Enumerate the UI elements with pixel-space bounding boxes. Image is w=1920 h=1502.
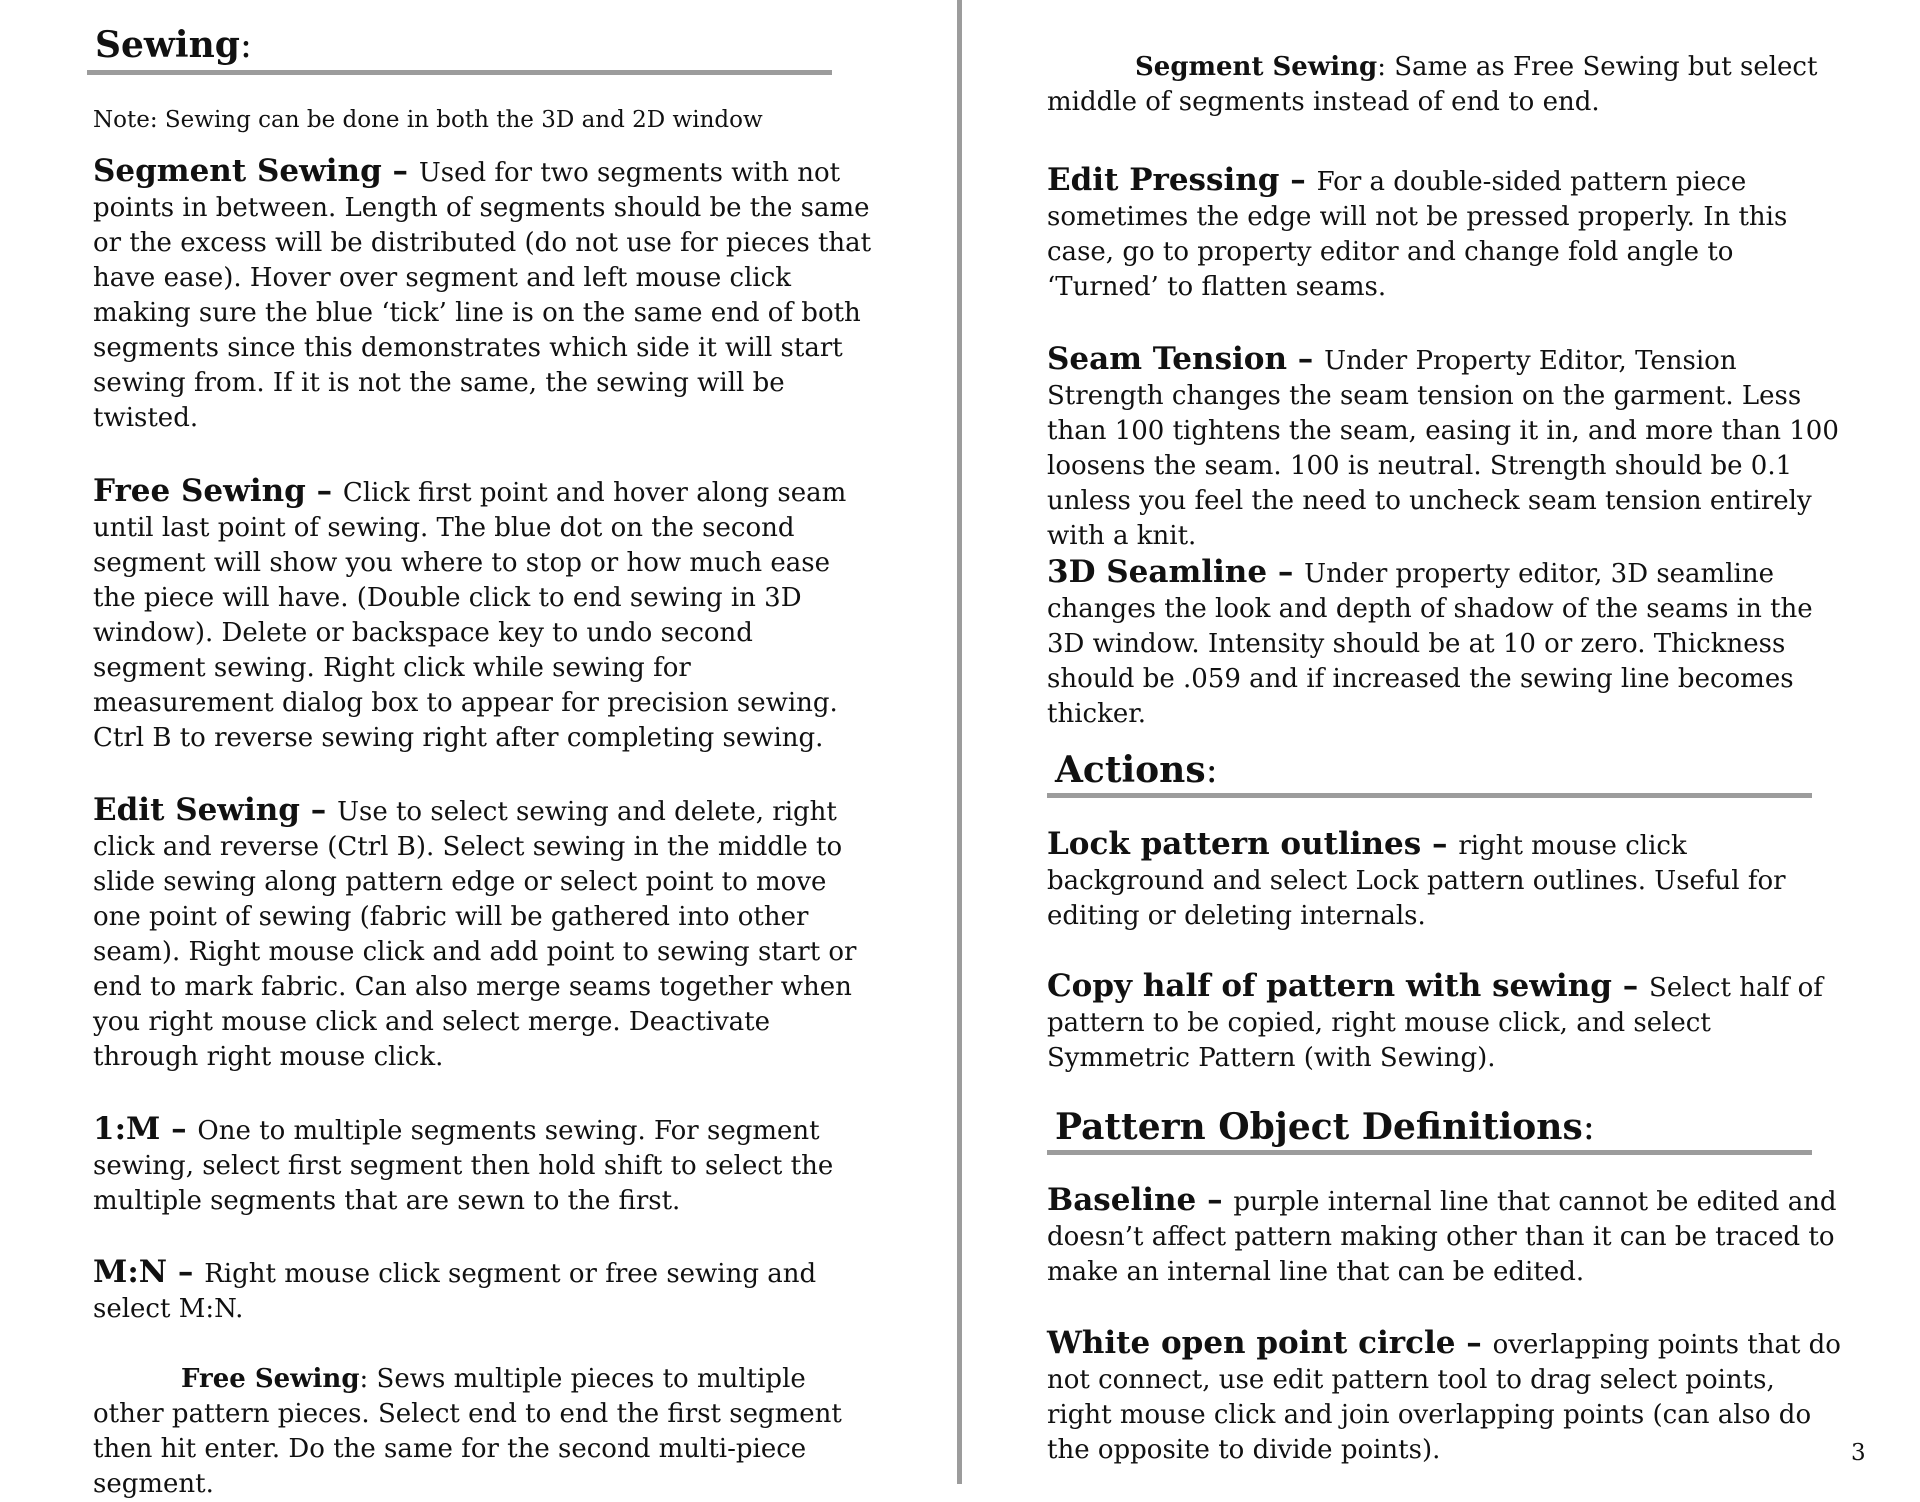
heading-definitions-rule [1047,1150,1812,1155]
entry-free-sewing: Free Sewing – Click first point and hover along seam until last point of sewing. The blue dot on the second segment will show you where to stop or how much ease the piece will have. (Double click to end sewing in 3D window). Delete or backspace key to undo second segment sewing. Right click while sewing for measurement dialog box to appear for precision sewing. Ctrl B to reverse sewing right after completing sewing. [93,473,847,753]
entry-edit-sewing: Edit Sewing – Use to select sewing and delete, right click and reverse (Ctrl B). Select sewing in the middle to slide sewing along pattern edge or select point to move one point of sewing (fabric will be gathered into other seam). Right mouse click and add point to sewing start or end to mark fabric. Can also merge seams together when you right mouse click and select merge. Deactivate through right mouse click. [93,792,857,1072]
heading-sewing: Sewing: [95,24,253,66]
page-number: 3 [1851,1440,1866,1466]
entry-free-sewing-multi: Free Sewing: Sews multiple pieces to multiple other pattern pieces. Select end to end the first segment then hit enter. Do the same for the second multi-piece segment. [93,1364,842,1499]
entry-white-open-point-circle: White open point circle – overlapping points that do not connect, use edit pattern tool to drag select points, right mouse click and join overlapping points (can also do the opposite to divide points). [1047,1325,1841,1465]
sewing-note: Note: Sewing can be done in both the 3D and 2D window [93,107,763,133]
entry-segment-sewing: Segment Sewing – Used for two segments with not points in between. Length of segments should be the same or the excess will be distributed (do not use for pieces that have ease). Hover over segment and left mouse click making sure the blue ‘tick’ line is on the same end of both segments since this demonstrates which side it will start sewing from. If it is not the same, the sewing will be twisted. [93,153,872,433]
entry-segment-sewing-multi: Segment Sewing: Same as Free Sewing but select middle of segments instead of end to end. [1047,52,1818,117]
entry-seam-tension: Seam Tension – Under Property Editor, Tension Strength changes the seam tension on the garment. Less than 100 tightens the seam, easing it in, and more than 100 loosens the seam. 100 is neutral. Strength should be 0.1 unless you feel the need to uncheck seam tension entirely with a knit. [1047,341,1839,551]
entry-edit-pressing: Edit Pressing – For a double-sided pattern piece sometimes the edge will not be pressed properly. In this case, go to property editor and change fold angle to ‘Turned’ to flatten seams. [1047,162,1788,302]
entry-copy-half-pattern: Copy half of pattern with sewing – Select half of pattern to be copied, right mouse click, and select Symmetric Pattern (with Sewing). [1047,968,1823,1073]
heading-sewing-rule [87,70,832,75]
entry-m-to-n: M:N – Right mouse click segment or free sewing and select M:N. [93,1254,817,1324]
entry-3d-seamline: 3D Seamline – Under property editor, 3D seamline changes the look and depth of shadow of the seams in the 3D window. Intensity should be at 10 or zero. Thickness should be .059 and if increased the sewing line becomes thicker. [1047,554,1813,729]
heading-actions-rule [1047,793,1812,798]
entry-one-to-many: 1:M – One to multiple segments sewing. For segment sewing, select first segment then hold shift to select the multiple segments that are sewn to the first. [93,1111,834,1216]
heading-actions: Actions: [1055,749,1218,791]
entry-lock-pattern-outlines: Lock pattern outlines – right mouse click background and select Lock pattern outlines. Useful for editing or deleting internals. [1047,826,1786,931]
column-divider [957,0,962,1484]
entry-baseline: Baseline – purple internal line that cannot be edited and doesn’t affect pattern making other than it can be traced to make an internal line that can be edited. [1047,1182,1837,1287]
heading-pattern-object-definitions: Pattern Object Definitions: [1055,1106,1595,1148]
